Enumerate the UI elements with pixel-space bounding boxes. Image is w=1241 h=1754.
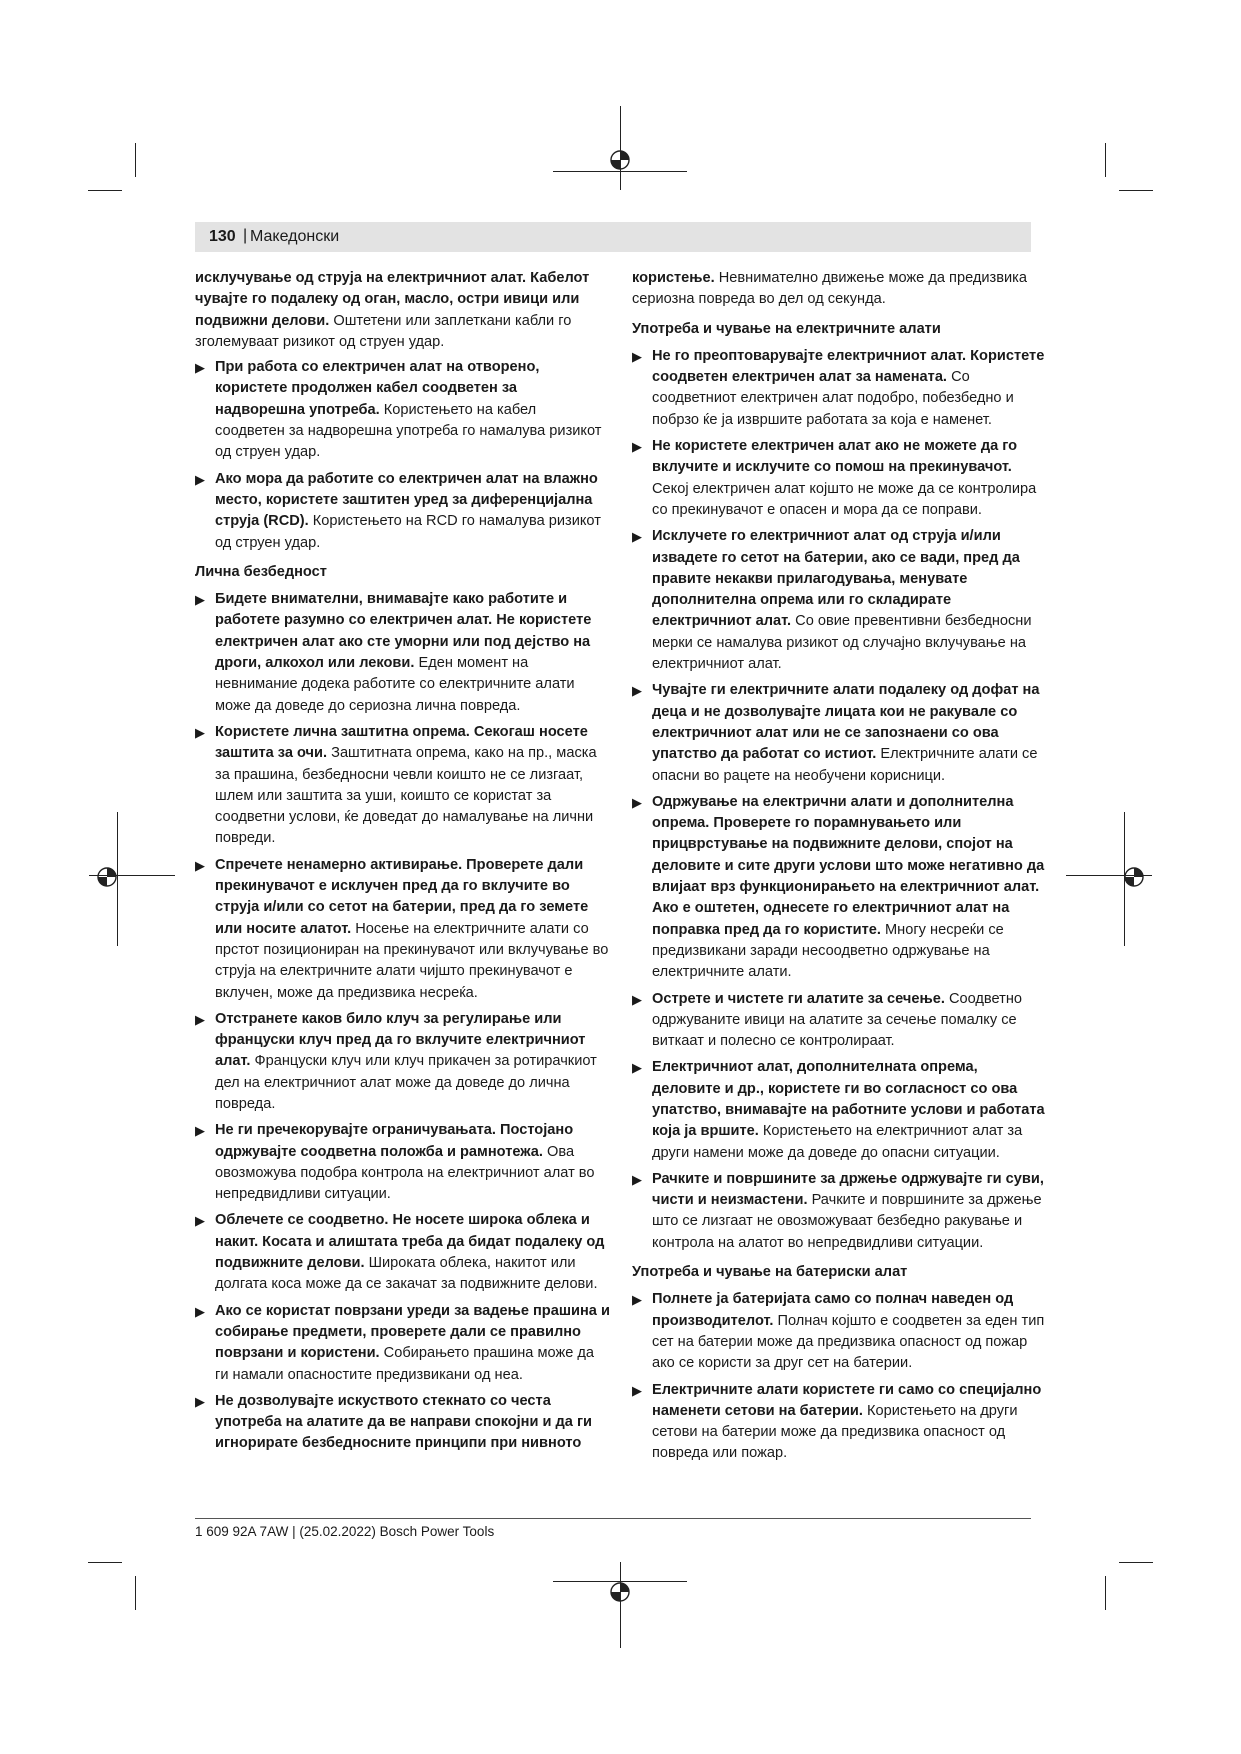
list-item: ▶ Исклучете го електричниот алат од струја и/или извадете го сетот на батерии, ако се вади, пред да правите некакви прилагодувања, менувате дополнителна опрема или го складирате електричниот алат. Со овие превентивни безбедносни мерки се намалува ризикот од случајно вклучување на електричниот алат.: [632, 528, 1032, 673]
list-item: ▶ Острете и чистете ги алатите за сечење. Соодветно одржуваните ивици на алатите за сечење помалку се виткаат и полесно се контролираат.: [632, 990, 1022, 1050]
registration-mark-icon: [96, 866, 118, 888]
crop-mark: [553, 171, 687, 172]
bullet-arrow-icon: ▶: [632, 1292, 642, 1308]
bullet-arrow-icon: ▶: [195, 1213, 205, 1229]
bullet-arrow-icon: ▶: [195, 1123, 205, 1139]
list-item: ▶ Не дозволувајте искуството стекнато со честа употреба на алатите да ве направи спокојни и да ги игнорирате безбедносните принципи при нивното: [195, 1392, 593, 1452]
bullet-arrow-icon: ▶: [195, 857, 205, 873]
bullet-arrow-icon: ▶: [632, 529, 642, 545]
list-item: ▶ Не ги пречекорувајте ограничувањата. Постојано одржувајте соодветна положба и рамнотежа. Ова овозможува подобра контрола на електричниот алат во непредвидливи ситуации.: [195, 1122, 595, 1203]
bullet-arrow-icon: ▶: [632, 794, 642, 810]
list-item: ▶ Не го преоптоварувајте електричниот алат. Користете соодветен електричен алат за намената. Со соодветниот електричен алат подобро, побезбедно и побрзо ќе ја извршите работата за која е наменет.: [632, 347, 1045, 428]
paragraph: користење. Невнимателно движење може да предизвика сериозна повреда во дел од секунда.: [632, 270, 1027, 308]
bullet-arrow-icon: ▶: [632, 683, 642, 699]
crop-mark: [88, 190, 122, 191]
bullet-arrow-icon: ▶: [195, 1393, 205, 1409]
crop-mark: [1105, 143, 1106, 177]
crop-mark: [88, 1562, 122, 1563]
paragraph: исклучување од струја на електричниот алат. Кабелот чувајте го подалеку од оган, масло, остри ивици или подвижни делови. Оштетени или заплеткани кабли го зголемуваат ризикот од струен удар.: [195, 270, 590, 350]
registration-mark-icon: [609, 149, 631, 171]
crop-mark: [1105, 1576, 1106, 1610]
page-number: 130: [209, 228, 236, 245]
list-item: ▶ Електричниот алат, дополнителната опрема, деловите и др., користете ги во согласност со ова упатство, внимавајте на работните услови и работата која ја вршите. Користењето на електричниот алат за други намени може да доведе до опасни ситуации.: [632, 1059, 1045, 1161]
right-column: [632, 268, 1047, 1470]
footer-divider: [195, 1518, 1031, 1519]
bullet-arrow-icon: ▶: [632, 1382, 642, 1398]
crop-mark: [1119, 190, 1153, 191]
bullet-arrow-icon: ▶: [632, 348, 642, 364]
list-item: ▶ Полнете ја батеријата само со полнач наведен од производителот. Полнач којшто е соодветен за еден тип сет на батерии може да предизвика опасност од пожар ако се користи за друг сет на батерии.: [632, 1291, 1045, 1372]
bullet-arrow-icon: ▶: [195, 724, 205, 740]
bullet-arrow-icon: ▶: [632, 1171, 642, 1187]
list-item: ▶ Облечете се соодветно. Не носете широка облека и накит. Косата и алиштата треба да бидат подалеку од подвижните делови. Широката облека, накитот или долгата коса може да се закачат за подвижните делови.: [195, 1212, 605, 1293]
crop-mark: [135, 143, 136, 177]
header-language: Македонски: [250, 228, 340, 245]
section-heading: Употреба и чување на батериски алат: [632, 1264, 908, 1281]
bullet-arrow-icon: ▶: [632, 439, 642, 455]
bullet-arrow-icon: ▶: [632, 1060, 642, 1076]
crop-mark: [620, 106, 621, 190]
list-item: ▶ Отстранете каков било клуч за регулирање или француски клуч пред да го вклучите електричниот алат. Француски клуч или клуч прикачен за ротирачкиот дел на електричниот алат може да доведе до лична повреда.: [195, 1010, 597, 1112]
list-item: ▶ Користете лична заштитна опрема. Секогаш носете заштита за очи. Заштитната опрема, како на пр., маска за прашина, безбедносни чевли коишто не се лизгаат, шлем или заштита за уши, коишто се користат за соодветни услови, ќе доведат до намалување на лични повреди.: [195, 723, 597, 847]
crop-mark: [135, 1576, 136, 1610]
bullet-arrow-icon: ▶: [195, 1011, 205, 1027]
list-item: ▶ Рачките и површините за држење одржувајте ги суви, чисти и неизмастени. Рачките и површините за држење што се лизгаат не овозможуваат безбедно ракување и контрола на алатот во непредвидливи ситуации.: [632, 1170, 1044, 1251]
list-item: ▶ Не користете електричен алат ако не можете да го вклучите и исклучите со помош на прекинувачот. Секој електричен алат којшто не може да се контролира со прекинувачот е опасен и мора да се поправи.: [632, 438, 1037, 518]
left-column: [195, 268, 610, 1460]
list-item: ▶ Ако се користат поврзани уреди за вадење прашина и собирање предмети, проверете дали се правилно поврзани и користени. Собирањето прашина може да ги намали опасностите предизвикани од неа.: [195, 1302, 610, 1383]
header-separator: |: [243, 227, 248, 244]
section-heading: Употреба и чување на електричните алати: [632, 320, 941, 337]
section-heading: Лична безбедност: [195, 563, 327, 580]
registration-mark-icon: [1123, 866, 1145, 888]
list-item: ▶ Ако мора да работите со електричен алат на влажно место, користете заштитен уред за диференцијална струја (RCD). Користењето на RCD го намалува ризикот од струен удар.: [195, 470, 601, 551]
list-item: ▶ Чувајте ги електричните алати подалеку од дофат на деца и не дозволувајте лицата кои не ракувале со електричниот алат или не се запознаени со ова упатство да работат со истиот. Електричните алати се опасни во рацете на необучени корисници.: [632, 682, 1040, 784]
registration-mark-icon: [609, 1581, 631, 1603]
page-footer: 1 609 92A 7AW | (25.02.2022) Bosch Power Tools: [195, 1524, 495, 1539]
bullet-arrow-icon: ▶: [195, 1303, 205, 1319]
page-header: [195, 222, 1031, 252]
bullet-arrow-icon: ▶: [195, 592, 205, 608]
list-item: ▶ При работа со електричен алат на отворено, користете продолжен кабел соодветен за надворешна употреба. Користењето на кабел соодветен за надворешна употреба го намалува ризикот од струен удар.: [195, 359, 602, 461]
list-item: ▶ Електричните алати користете ги само со специјално наменети сетови на батерии. Користењето на други сетови на батерии може да предизвика опасност од повреда или пожар.: [632, 1381, 1042, 1462]
bullet-arrow-icon: ▶: [195, 360, 205, 376]
list-item: ▶ Одржување на електрични алати и дополнителна опрема. Проверете го порамнувањето или прицврстување на подвижните делови, спојот на деловите и сите други услови што може негативно да влијаат врз функционирањето на електричниот алат. Ако е оштетен, однесете го електричниот алат на поправка пред да го користите. Многу несреќи се предизвикани заради несоодветно одржување на електричните алати.: [632, 793, 1045, 981]
bullet-arrow-icon: ▶: [195, 471, 205, 487]
list-item: ▶ Спречете ненамерно активирање. Проверете дали прекинувачот е исклучен пред да го вклучите во струја и/или со сетот на батерии, пред да го земете или носите алатот. Носење на електричните алати со прстот позициониран на прекинувачот или вклучување во струја на електричните алати чијшто прекинувачот е вклучен, може да предизвика несреќа.: [195, 856, 609, 1001]
bullet-arrow-icon: ▶: [632, 991, 642, 1007]
crop-mark: [620, 1562, 621, 1648]
crop-mark: [1119, 1562, 1153, 1563]
list-item: ▶ Бидете внимателни, внимавајте како работите и работете разумно со електричен алат. Не користете електричен алат ако сте уморни или под дејство на дроги, алкохол или лекови. Еден момент на невнимание додека работите со електричните алати може да доведе до сериозна лична повреда.: [195, 591, 592, 714]
